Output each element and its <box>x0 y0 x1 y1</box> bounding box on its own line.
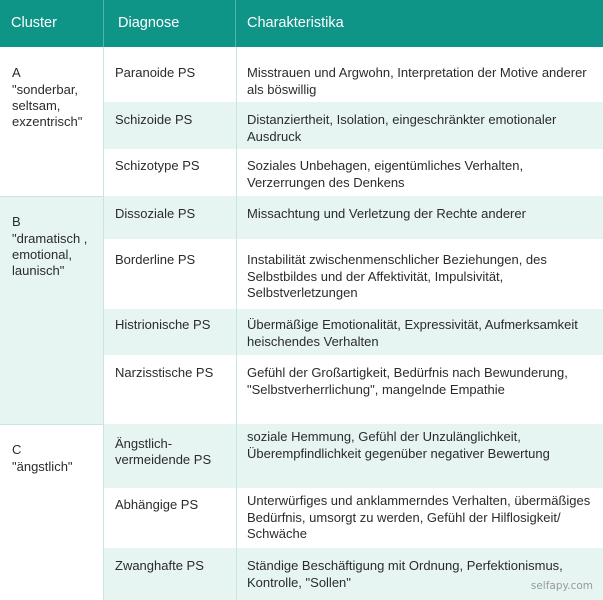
cluster-c-letter: C <box>12 442 22 457</box>
cluster-a <box>0 47 103 196</box>
cluster-a-label: "sonderbar, seltsam, exzentrisch" <box>12 82 83 129</box>
charakteristika-cell: Soziales Unbehagen, eigentümliches Verhalten, Verzerrungen des Denkens <box>247 158 524 190</box>
header-cluster: Cluster <box>0 0 103 47</box>
diagnose-cell: Borderline PS <box>115 252 196 267</box>
table-row <box>103 488 603 548</box>
cluster-a-letter: A <box>12 65 21 80</box>
charakteristika-cell: Gefühl der Großartigkeit, Bedürfnis nach Bewunderung, "Selbstverherrlichung", mangelnde Empathie <box>247 365 568 397</box>
diagnose-cell: Narzisstische PS <box>115 365 214 380</box>
charakteristika-cell: Übermäßige Emotionalität, Expressivität, Aufmerksamkeit heischendes Verhalten <box>247 317 578 349</box>
table-row <box>103 47 603 102</box>
diagnose-cell: Zwanghafte PS <box>115 558 204 573</box>
diagnose-cell: Schizotype PS <box>115 158 200 173</box>
table-row <box>103 355 603 424</box>
charakteristika-cell: Distanziertheit, Isolation, eingeschränkter emotionaler Ausdruck <box>247 112 557 144</box>
cluster-b-label: "dramatisch , emotional, launisch" <box>12 231 88 278</box>
charakteristika-cell: Missachtung und Verletzung der Rechte anderer <box>247 206 526 221</box>
table-row <box>103 548 603 600</box>
diagnose-cell: Abhängige PS <box>115 497 199 512</box>
diagnose-cell: Histrionische PS <box>115 317 211 332</box>
header-charakteristika: Charakteristika <box>235 0 603 47</box>
table-row <box>103 239 603 309</box>
diagnose-cell: Dissoziale PS <box>115 206 196 221</box>
table-row <box>103 196 603 239</box>
diagnose-cell: Paranoide PS <box>115 65 196 80</box>
header-diagnose: Diagnose <box>103 0 235 47</box>
cluster-c-label: "ängstlich" <box>12 459 73 474</box>
charakteristika-cell: Instabilität zwischenmenschlicher Beziehungen, des Selbstbildes und der Affektivität, Impulsivität, Selbstverletzungen <box>247 252 547 300</box>
cluster-c <box>0 424 103 600</box>
table-row <box>103 309 603 355</box>
cluster-b-letter: B <box>12 214 21 229</box>
table-row <box>103 149 603 196</box>
charakteristika-cell: Misstrauen und Argwohn, Interpretation der Motive anderer als böswillig <box>247 65 587 97</box>
diagnose-cell: Schizoide PS <box>115 112 193 127</box>
diagnose-cell: Ängstlich-vermeidende PS <box>115 436 212 467</box>
charakteristika-cell: Unterwürfiges und anklammerndes Verhalten, übermäßiges Bedürfnis, umsorgt zu werden, Gefühl der Hilflosigkeit/ Schwäche <box>247 493 591 541</box>
charakteristika-cell: Ständige Beschäftigung mit Ordnung, Perfektionismus, Kontrolle, "Sollen" <box>247 558 563 590</box>
charakteristika-cell: soziale Hemmung, Gefühl der Unzulänglichkeit, Überempfindlichkeit gegenüber negativer Bewertung <box>247 429 550 461</box>
cluster-b <box>0 196 103 424</box>
watermark: selfapy.com <box>530 580 593 592</box>
table-row <box>103 102 603 149</box>
table-row <box>103 424 603 488</box>
